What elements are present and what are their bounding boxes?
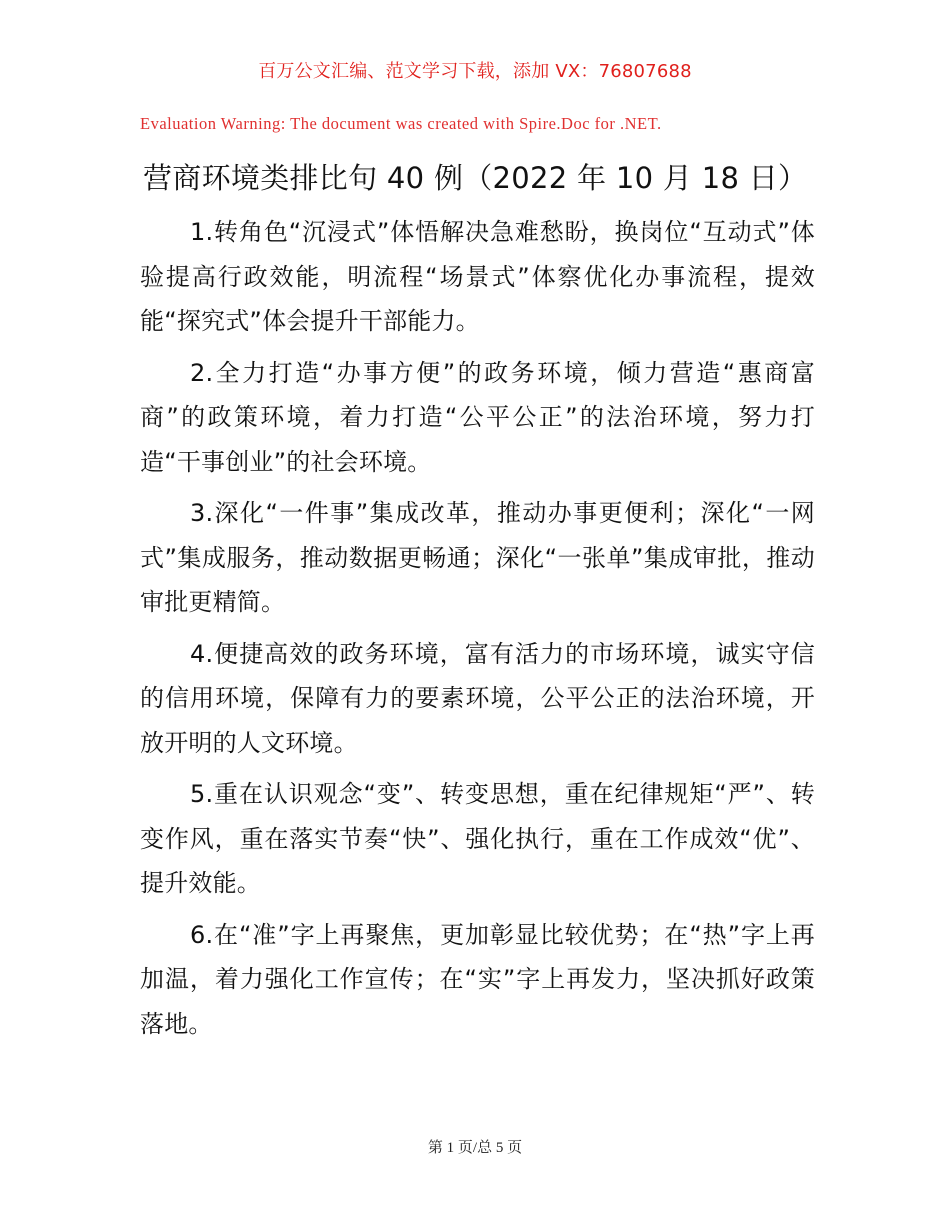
paragraph-2: 2.全力打造“办事方便”的政务环境，倾力营造“惠商富商”的政策环境，着力打造“公平公正”的法治环境，努力打造“干事创业”的社会环境。 [140, 358, 815, 476]
paragraph-4: 4.便捷高效的政务环境，富有活力的市场环境，诚实守信的信用环境，保障有力的要素环境，公平公正的法治环境，开放开明的人文环境。 [140, 639, 815, 757]
paragraph-3: 3.深化“一件事”集成改革，推动办事更便利；深化“一网式”集成服务，推动数据更畅通；深化“一张单”集成审批，推动审批更精简。 [140, 499, 815, 616]
evaluation-warning: Evaluation Warning: The document was created with Spire.Doc for .NET. [140, 114, 662, 133]
document-body [140, 210, 815, 1053]
page-indicator: 第 1 页/总 5 页 [427, 1140, 523, 1156]
document-title: 营商环境类排比句 40 例（2022 年 10 月 18 日） [143, 161, 808, 195]
paragraph-1: 1.转角色“沉浸式”体悟解决急难愁盼，换岗位“互动式”体验提高行政效能，明流程“场景式”体察优化办事流程，提效能“探究式”体会提升干部能力。 [140, 218, 815, 335]
paragraph-5: 5.重在认识观念“变”、转变思想，重在纪律规矩“严”、转变作风，重在落实节奏“快”、强化执行，重在工作成效“优”、提升效能。 [140, 780, 815, 897]
header-advertisement: 百万公文汇编、范文学习下载，添加 VX：76807688 [258, 61, 692, 82]
paragraph-6: 6.在“准”字上再聚焦，更加彰显比较优势；在“热”字上再加温，着力强化工作宣传；在“实”字上再发力，坚决抓好政策落地。 [140, 920, 815, 1038]
